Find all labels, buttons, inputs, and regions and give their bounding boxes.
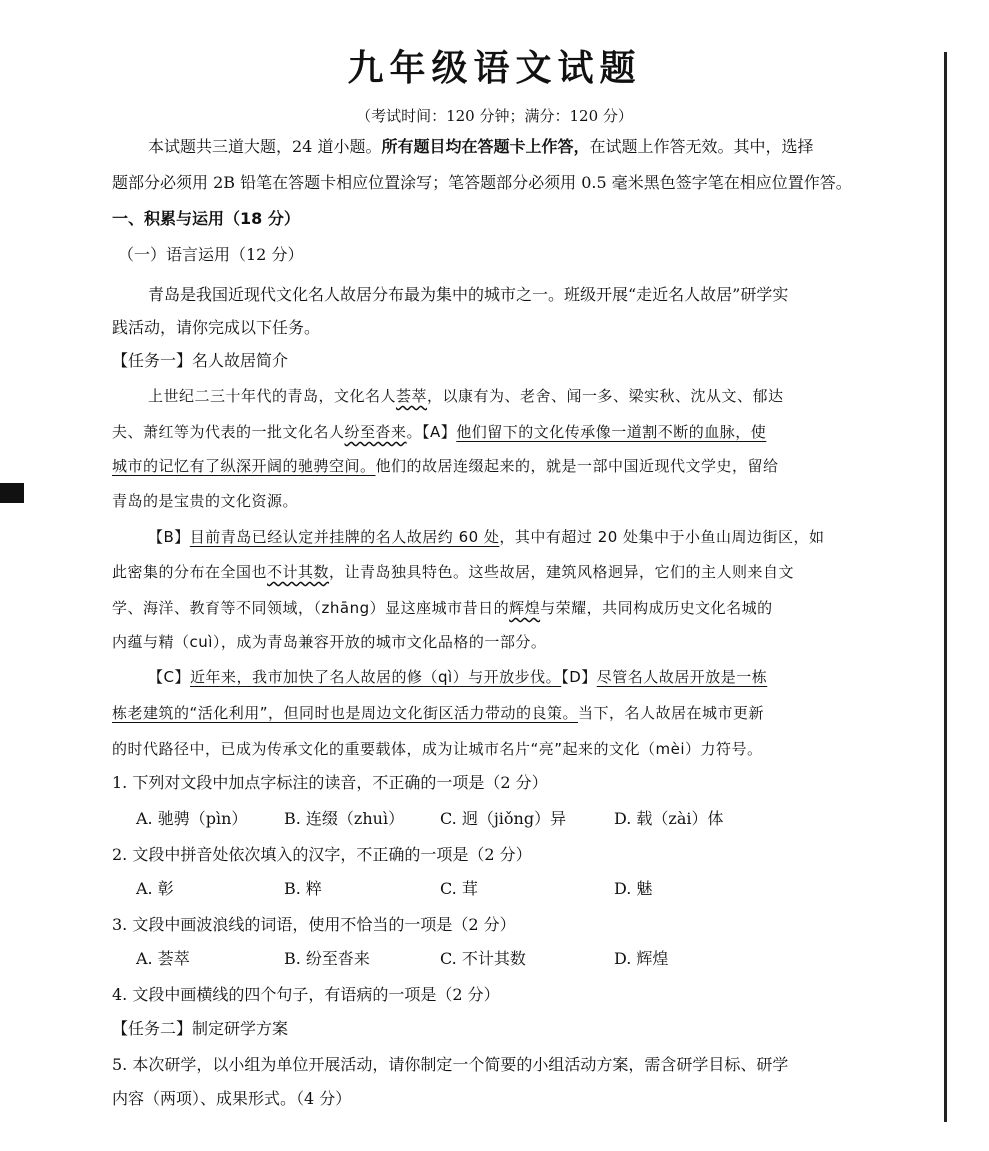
q3-option-b: B. 纷至沓来 (284, 949, 370, 968)
underlined-sentence: 栋老建筑的“活化利用”，但同时也是周边文化街区活力带动的良策。 (112, 704, 579, 722)
intro-line-1: 本试题共三道大题，24 道小题。所有题目均在答题卡上作答，在试题上作答无效。其中，选择 (148, 137, 814, 156)
question-4: 4. 文段中画横线的四个句子，有语病的一项是（2 分） (112, 985, 500, 1004)
underlined-sentence: 目前青岛已经认定并挂牌的名人故居约 60 处 (189, 528, 500, 546)
q2-option-a: A. 彰 (136, 879, 174, 898)
task2-heading: 【任务二】制定研学方案 (112, 1019, 289, 1038)
exam-info: （考试时间：120 分钟；满分：120 分） (356, 107, 633, 125)
passage-line: 此密集的分布在全国也不计其数，让青岛独具特色。这些故居，建筑风格迥异，它们的主人则来自文 (112, 563, 795, 581)
q1-option-c: C. 迥（jiǒng）异 (440, 809, 567, 828)
q1-option-d: D. 载（zài）体 (614, 809, 724, 828)
q3-option-a: A. 荟萃 (136, 949, 190, 968)
passage-line: 的时代路径中，已成为传承文化的重要载体，成为让城市名片“亮”起来的文化（mèi）力符号。 (112, 740, 763, 758)
intro-line-2: 题部分必须用 2B 铅笔在答题卡相应位置涂写；笔答题部分必须用 0.5 毫米黑色签字笔在相应位置作答。 (112, 173, 852, 192)
underlined-sentence: 尽管名人故居开放是一栋 (596, 668, 768, 686)
passage-line: 【B】目前青岛已经认定并挂牌的名人故居约 60 处，其中有超过 20 处集中于小鱼山周边街区，如 (148, 528, 825, 546)
question-5-line-1: 5. 本次研学，以小组为单位开展活动，请你制定一个简要的小组活动方案，需含研学目标、研学 (112, 1055, 789, 1074)
right-margin-rule (944, 52, 947, 1122)
q2-option-d: D. 魅 (614, 879, 653, 898)
underlined-sentence: 他们留下的文化传承像一道割不断的血脉，使 (456, 423, 767, 441)
lead-line-2: 践活动，请你完成以下任务。 (112, 318, 321, 337)
section-heading: 一、积累与运用（18 分） (112, 209, 300, 228)
question-5-line-2: 内容（两项）、成果形式。（4 分） (112, 1089, 352, 1108)
passage-line: 上世纪二三十年代的青岛，文化名人荟萃，以康有为、老舍、闻一多、梁实秋、沈从文、郁达 (148, 387, 784, 405)
wavy-word: 辉煌 (509, 599, 541, 617)
underlined-sentence: 近年来，我市加快了名人故居的修（qì）与开放步伐。 (189, 668, 562, 686)
passage-line: 内蕴与精（cuì），成为青岛兼容开放的城市文化品格的一部分。 (112, 633, 547, 651)
passage-line: 夫、萧红等为代表的一批文化名人纷至沓来。【A】他们留下的文化传承像一道割不断的血脉，使 (112, 423, 767, 441)
q3-option-c: C. 不计其数 (440, 949, 526, 968)
wavy-word: 纷至沓来 (344, 423, 407, 441)
passage-line: 栋老建筑的“活化利用”，但同时也是周边文化街区活力带动的良策。当下，名人故居在城市更新 (112, 704, 765, 722)
q1-option-a: A. 驰骋（pìn） (136, 809, 248, 828)
wavy-word: 荟萃 (396, 387, 428, 405)
q2-option-b: B. 粹 (284, 879, 322, 898)
question-2: 2. 文段中拼音处依次填入的汉字，不正确的一项是（2 分） (112, 845, 532, 864)
wavy-word: 不计其数 (267, 563, 330, 581)
sub-heading: （一）语言运用（12 分） (118, 245, 304, 264)
page-title: 九年级语文试题 (347, 47, 642, 89)
passage-line: 青岛的是宝贵的文化资源。 (112, 492, 299, 510)
question-1: 1. 下列对文段中加点字标注的读音，不正确的一项是（2 分） (112, 773, 548, 792)
q2-option-c: C. 茸 (440, 879, 478, 898)
lead-line-1: 青岛是我国近现代文化名人故居分布最为集中的城市之一。班级开展“走近名人故居”研学实 (148, 285, 789, 304)
task1-heading: 【任务一】名人故居简介 (112, 351, 289, 370)
q3-option-d: D. 辉煌 (614, 949, 669, 968)
q1-option-b: B. 连缀（zhuì） (284, 809, 405, 828)
passage-line: 【C】近年来，我市加快了名人故居的修（qì）与开放步伐。【D】尽管名人故居开放是一栋 (148, 668, 768, 686)
passage-line: 城市的记忆有了纵深开阔的驰骋空间。他们的故居连缀起来的，就是一部中国近现代文学史，留给 (112, 457, 779, 475)
binding-mark (0, 483, 24, 503)
passage-line: 学、海洋、教育等不同领域，（zhāng）显这座城市昔日的辉煌与荣耀，共同构成历史文化名城的 (112, 599, 773, 617)
question-3: 3. 文段中画波浪线的词语，使用不恰当的一项是（2 分） (112, 915, 516, 934)
underlined-sentence: 城市的记忆有了纵深开阔的驰骋空间。 (112, 457, 376, 475)
